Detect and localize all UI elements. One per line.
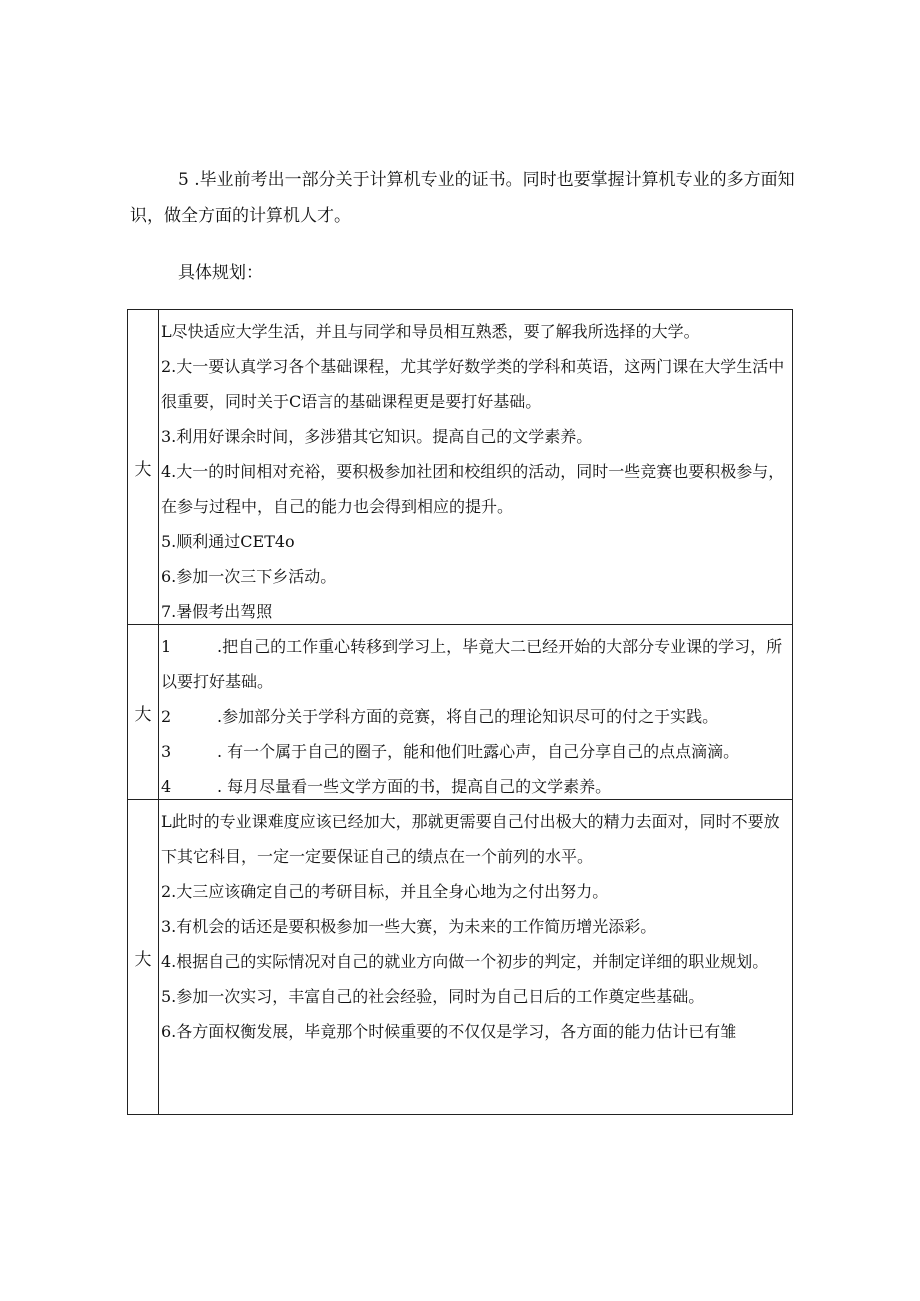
list-item: [161, 629, 792, 699]
year-label: 大: [128, 310, 159, 625]
list-item: 3.利用好课余时间，多涉猎其它知识。提高自己的文学素养。: [161, 427, 593, 446]
list-item: 3.有机会的话还是要积极参加一些大赛，为未来的工作简历增光添彩。: [161, 917, 657, 936]
list-item: 5.顺利通过CET4o: [161, 532, 295, 551]
item-text: .参加部分关于学科方面的竞赛，将自己的理论知识尽可的付之于实践。: [217, 707, 719, 726]
list-item: 4.大一的时间相对充裕，要积极参加社团和校组织的活动，同时一些竞赛也要积极参与，在参与过程中，自己的能力也会得到相应的提升。: [161, 462, 785, 516]
item-text: . 每月尽量看一些文学方面的书，提高自己的文学素养。: [217, 777, 612, 795]
list-item: 2.大三应该确定自己的考研目标，并且全身心地为之付出努力。: [161, 882, 609, 901]
item-text: .把自己的工作重心转移到学习上，毕竟大二已经开始的大部分专业课的学习，所以要打好基础。: [161, 637, 783, 691]
list-item: 6.参加一次三下乡活动。: [161, 567, 337, 586]
item-number: 3: [161, 742, 172, 761]
list-item: 4.根据自己的实际情况对自己的就业方向做一个初步的判定，并制定详细的职业规划。: [161, 952, 769, 971]
intro-paragraph: 5 .毕业前考出一部分关于计算机专业的证书。同时也要掌握计算机专业的多方面知识，做全方面的计算机人才。: [130, 170, 795, 226]
item-number: 4: [161, 777, 172, 795]
year-content: [159, 310, 793, 625]
year-content: [159, 625, 793, 800]
list-item: 5.参加一次实习，丰富自己的社会经验，同时为自己日后的工作奠定些基础。: [161, 987, 705, 1006]
table-row: [128, 310, 793, 625]
list-item: [161, 699, 792, 734]
item-number: 2: [161, 707, 172, 726]
list-item: 2.大一要认真学习各个基础课程，尤其学好数学类的学科和英语，这两门课在大学生活中很重要，同时关于C语言的基础课程更是要打好基础。: [161, 357, 785, 411]
list-item: L尽快适应大学生活，并且与同学和导员相互熟悉，要了解我所选择的大学。: [161, 322, 700, 341]
list-item: 6.各方面权衡发展，毕竟那个时候重要的不仅仅是学习，各方面的能力估计已有雏: [161, 1022, 737, 1041]
table-row: [128, 800, 793, 1115]
year-content: [159, 800, 793, 1115]
item-number: 1: [161, 637, 172, 656]
year-label: 大: [128, 800, 159, 1115]
plan-heading: 具体规划：: [178, 263, 263, 283]
year-label: 大: [128, 625, 159, 800]
list-item: L此时的专业课难度应该已经加大，那就更需要自己付出极大的精力去面对，同时不要放下其它科目，一定一定要保证自己的绩点在一个前列的水平。: [161, 812, 780, 866]
list-item: [161, 734, 792, 769]
plan-table: [127, 309, 793, 1115]
item-text: . 有一个属于自己的圈子，能和他们吐露心声，自己分享自己的点点滴滴。: [217, 742, 740, 761]
table-row: [128, 625, 793, 800]
list-item: 7.暑假考出驾照: [161, 602, 273, 620]
list-item: [161, 769, 792, 795]
